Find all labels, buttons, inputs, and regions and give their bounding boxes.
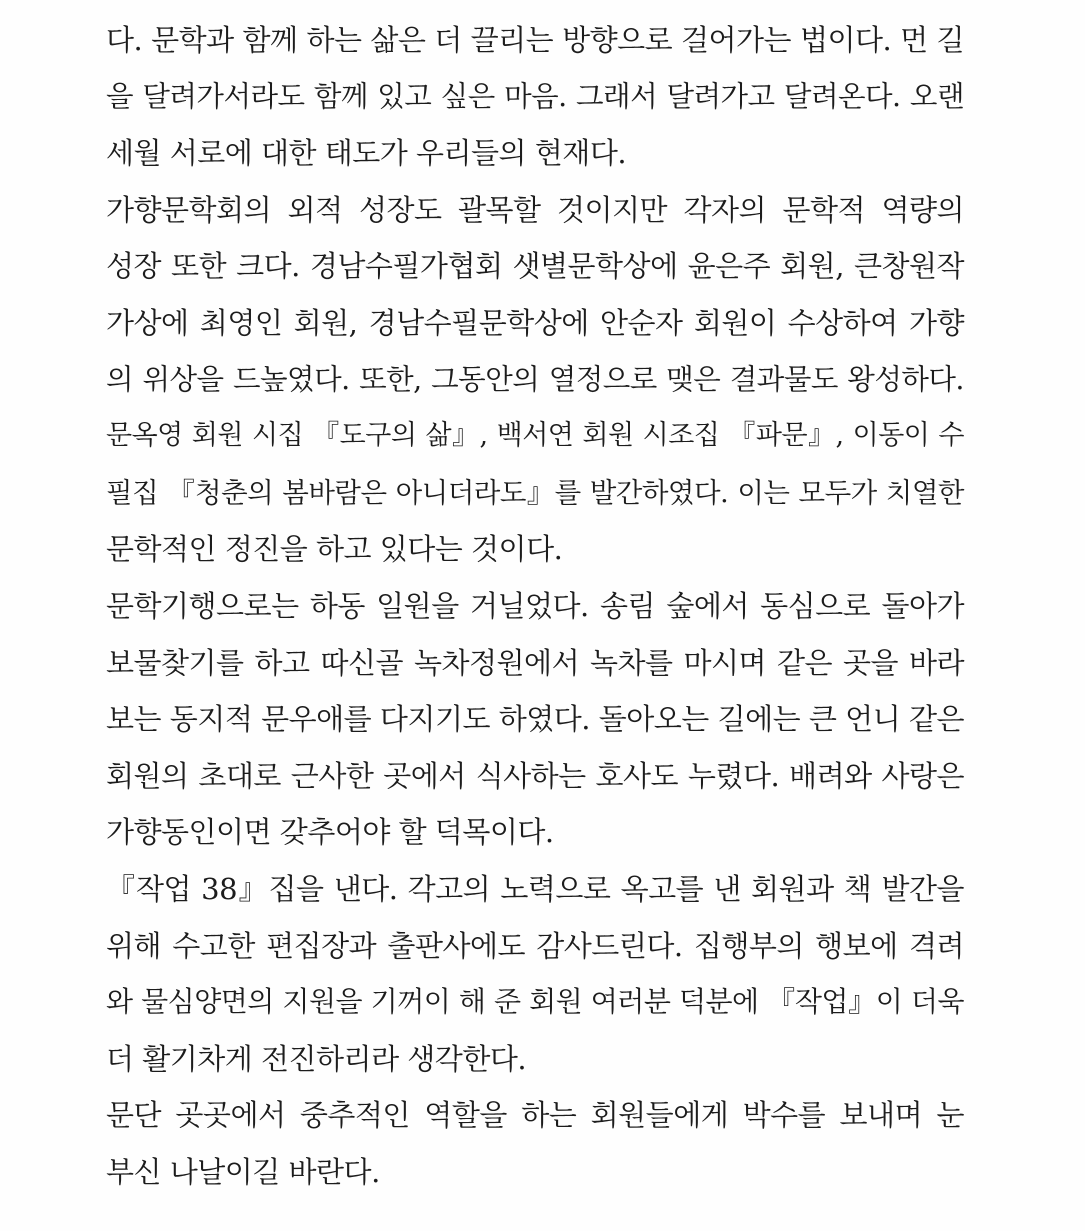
text-line: 성장 또한 크다. 경남수필가협회 샛별문학상에 윤은주 회원, 큰창원작 [106, 249, 964, 284]
text-line: 더 활기차게 전진하리라 생각한다. [106, 1041, 527, 1076]
text-line: 문단 곳곳에서 중추적인 역할을 하는 회원들에게 박수를 보내며 눈 [106, 1098, 964, 1133]
text-line: 보물찾기를 하고 따신골 녹차정원에서 녹차를 마시며 같은 곳을 바라 [106, 645, 964, 680]
text-line: 와 물심양면의 지원을 기꺼이 해 준 회원 여러분 덕분에 『작업』이 더욱 [106, 985, 964, 1019]
text-line: 위해 수고한 편집장과 출판사에도 감사드린다. 집행부의 행보에 격려 [106, 928, 964, 963]
body-text [106, 12, 964, 1200]
text-line: 가향문학회의 외적 성장도 괄목할 것이지만 각자의 문학적 역량의 [106, 192, 964, 227]
text-line: 문학적인 정진을 하고 있다는 것이다. [106, 532, 563, 567]
text-line: 문옥영 회원 시집 『도구의 삶』, 백서연 회원 시조집 『파문』, 이동이 수 [106, 420, 964, 452]
text-line: 『작업 38』집을 낸다. 각고의 노력으로 옥고를 낸 회원과 책 발간을 [106, 871, 964, 906]
text-line: 필집 『청춘의 봄바람은 아니더라도』를 발간하였다. 이는 모두가 치열한 [106, 476, 964, 509]
text-line: 보는 동지적 문우애를 다지기도 하였다. 돌아오는 길에는 큰 언니 같은 [106, 702, 964, 737]
text-line: 가향동인이면 갖추어야 할 덕목이다. [106, 815, 554, 850]
text-line: 다. 문학과 함께 하는 삶은 더 끌리는 방향으로 걸어가는 법이다. 먼 길 [106, 23, 964, 57]
text-line: 을 달려가서라도 함께 있고 싶은 마음. 그래서 달려가고 달려온다. 오랜 [106, 79, 964, 113]
text-line: 문학기행으로는 하동 일원을 거닐었다. 송림 숲에서 동심으로 돌아가 [106, 588, 964, 623]
text-line: 회원의 초대로 근사한 곳에서 식사하는 호사도 누렸다. 배려와 사랑은 [106, 758, 964, 793]
text-line: 가상에 최영인 회원, 경남수필문학상에 안순자 회원이 수상하여 가향 [106, 305, 964, 340]
text-line: 의 위상을 드높였다. 또한, 그동안의 열정으로 맺은 결과물도 왕성하다. [106, 362, 964, 396]
text-line: 세월 서로에 대한 태도가 우리들의 현재다. [106, 136, 627, 171]
text-line: 부신 나날이길 바란다. [106, 1154, 380, 1189]
